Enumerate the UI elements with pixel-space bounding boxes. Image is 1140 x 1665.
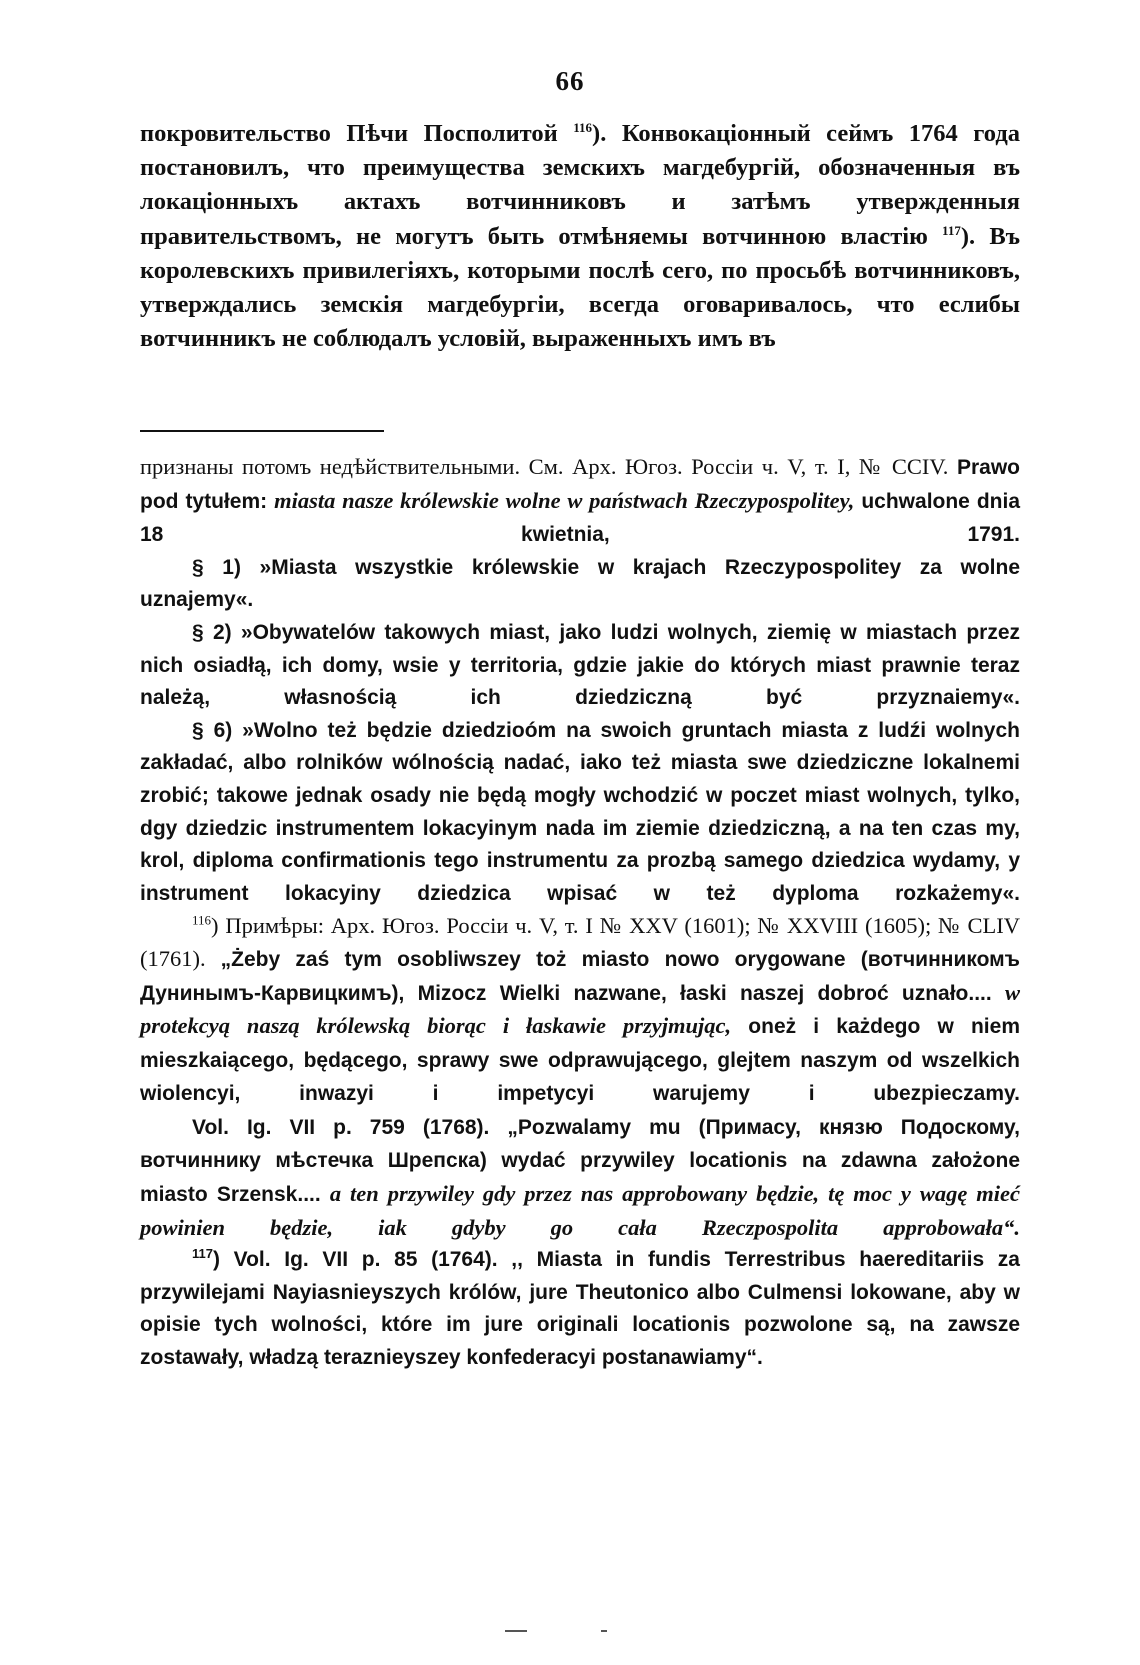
footnote-vol-1768 — [140, 1111, 1020, 1244]
footnote-116-italic: w protekcyą naszą królewską biorąc i łaskawie przyjmując, — [140, 979, 1020, 1039]
footnote-117-text: ) Vol. Ig. VII p. 85 (1764). ,, Miasta in fundis Terrestribus haereditariis za przywilejami Nayiasnieyszych królów, jure Theutonico albo Culmensi lokowane, aby w opisie tych wolności, które im jure originali locationis pozwolone są, na zawsze zostawały, władzą teraznieyszey konfederacyi postanawiamy“. — [140, 1248, 1020, 1370]
main-text-part-2: ). Конвокаціонный сеймъ 1764 года постановилъ, что преимущества земскихъ магдебургій, обозначенныя въ локаціонныхъ актахъ вотчинниковъ и затѣмъ утвержденныя правительствомъ, не могутъ быть отмѣняемы вотчинною властію — [140, 120, 1020, 250]
footnote-ref-117[interactable]: 117 — [942, 222, 961, 238]
section-2: § 2) »Obywatelów takowych miast, jako ludzi wolnych, ziemię w miastach przez nich osiadłą, ich domy, wsie y territoria, gdzie jakie do których miast prawnie teraz należą, własnością ich dziedziczną być przyznaiemy«. — [140, 620, 1020, 710]
footnote-116 — [140, 910, 1020, 1111]
footnote-116-mark: 116 — [192, 912, 212, 928]
footnote-separator — [140, 430, 384, 432]
footnote-cont-title: miasta nasze królewskie wolne w państwach Rzeczypospolitey, — [274, 487, 855, 513]
footnote-117-mark: 117 — [192, 1246, 213, 1262]
section-6: § 6) »Wolno też będzie dziedzioóm na swoich gruntach miasta z ludźi wolnych zakładać, albo rolników wólnością nadać, iako też miasta swe dziedziczne lokalnemi zrobić; takowe jednak osady nie będą mogły wchodzić w poczet miast wolnych, tylko, dgy dziedzic instrumentem lokacyinym nada im ziemie dziedziczną, a na ten czas my, krol, diploma confirmationis tego instrumentu za prozbą samego dziedzica wydamy, y instrument lokacyiny dziedzica wpisać w też dyploma rozkażemy«. — [140, 718, 1020, 905]
footnote-116-quote: „Żeby zaś tym osobliwszey toż miasto nowo orygowane (вотчинникомъ Дунинымъ-Карвицкимъ), Mizocz Wielki nazwane, łaski naszej dobroć uznało.... — [140, 947, 1020, 1005]
footnote-116-quote-end: oneż i każdego w niem mieszkaiącego, będącego, sprawy swe odprawującego, glejtem naszym od wszelkich wiolencyi, inwazyi i impetycyi warujemy i ubezpieczamy. — [140, 1015, 1020, 1106]
page-number: 66 — [555, 66, 585, 96]
footnote-vol-italic: a ten przywiley gdy przez nas approbowany będzie, tę moc y wagę mieć powinien będzie, iak gdyby go cała Rzeczpospolita approbowała“. — [140, 1181, 1020, 1240]
scan-mark — [601, 1630, 607, 1632]
scan-artifact-marks — [505, 1630, 635, 1636]
main-text — [140, 117, 1020, 356]
footnote-cont-text: признаны потомъ недѣйствительными. См. Арх. Югоз. Россіи ч. V, т. I, № CCIV. — [140, 454, 957, 479]
footnote-vol-text: Vol. Ig. VII p. 759 (1768). „Pozwalamy mu (Примасу, князю Подоскому, вотчиннику мѣстечка Шрепска) wydać przywiley locationis na zdawna założone miasto Srzensk.... — [140, 1115, 1020, 1207]
main-paragraph — [140, 117, 1020, 356]
main-text-part-3: ). Въ королевскихъ привилегіяхъ, которыми послѣ сего, по просьбѣ вотчинниковъ, утверждались земскія магдебургіи, всегда оговаривалось, что еслибы вотчинникъ не соблюдалъ условій, выраженныхъ имъ въ — [140, 222, 1020, 353]
scan-mark — [505, 1630, 527, 1632]
footnote-117 — [140, 1244, 1020, 1374]
footnote-cont-date: uchwalone dnia 18 kwietnia, 1791. — [140, 489, 1020, 547]
footnote-continuation — [140, 451, 1020, 552]
footnote-cont-prawo: Prawo pod tytułem: — [140, 456, 1020, 513]
footnote-116-refs: ) Примѣры: Арх. Югоз. Россіи ч. V, т. I № XXV (1601); № XXVIII (1605); № CLIV (1761). — [140, 913, 1020, 971]
footnote-ref-116[interactable]: 116 — [573, 119, 593, 135]
section-1: § 1) »Miasta wszystkie królewskie w krajach Rzeczypospolitey za wolne uznajemy«. — [140, 555, 1020, 612]
footnotes — [140, 451, 1020, 1375]
main-text-part-1: покровительство Пѣчи Посполитой — [140, 120, 574, 147]
